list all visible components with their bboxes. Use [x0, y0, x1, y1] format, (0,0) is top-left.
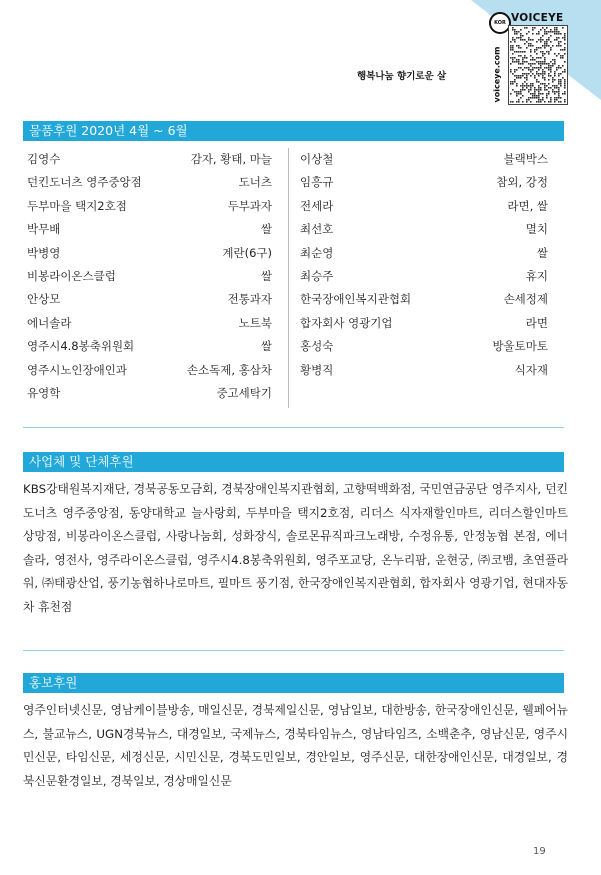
donor-row: [27, 313, 272, 333]
donor-row: [27, 172, 272, 192]
donated-item: 휴지: [525, 269, 548, 283]
donor-name: 최선호: [300, 222, 334, 237]
donor-row: [27, 289, 272, 309]
donor-name: 던킨도너츠 영주중앙점: [27, 175, 142, 190]
donated-item: 중고세탁기: [216, 386, 272, 400]
donated-item: 라면: [525, 315, 548, 330]
donor-row: [27, 243, 272, 263]
donor-name: 비봉라이온스클럽: [27, 269, 116, 283]
donor-name: 박무배: [27, 222, 61, 237]
voiceye-code: [508, 25, 568, 105]
donor-row: [300, 172, 548, 192]
donated-item: 쌀: [260, 222, 272, 237]
donor-name: 영주시노인장애인과: [27, 362, 127, 377]
donated-item: 쌀: [260, 339, 272, 354]
donor-name: 임흥규: [300, 175, 334, 190]
donor-row: [300, 149, 548, 169]
donated-item: 손소독제, 홍삼차: [186, 362, 272, 377]
donor-name: 에너솔라: [27, 315, 72, 330]
pr-donor-list: 영주인터넷신문, 영남케이블방송, 매일신문, 경북제일신문, 영남일보, 대한방송, 한국장애인신문, 웰페어뉴스, 불교뉴스, UGN경북뉴스, 대경일보, 국제뉴스, 경북타임뉴스, 영남타임즈, 소백춘추, 영남신문, 영주시민신문, 타임신문, 세정신문, 시민신문, 경북도민일보, 경안일보, 영주신문, 대한장애인신문, 대경일보, 경북신문환경일보, 경북일보, 경상매일신문: [23, 703, 568, 788]
donor-row: [300, 219, 548, 239]
business-donor-list: KBS강태원복지재단, 경북공동모금회, 경북장애인복지관협회, 고향떡백화점, 국민연금공단 영주지사, 던킨도너츠 영주중앙점, 동양대학교 늘사랑회, 두부마을 택지2호점, 리더스 식자재할인마트, 리더스할인마트 상망점, 비봉라이온스클럽, 사랑나눔회, 성화장식, 솔로몬뮤직파크노래방, 수정유통, 안정농협 본점, 에너솔라, 영전사, 영주라이온스클럽, 영주시4.8봉축위원회, 영주포교당, 온누리팜, 운현궁, ㈜코뱀, 초연플라워, ㈜태광산업, 풍기농협하나로마트, 필마트 풍기점, 한국장애인복지관협회, 합자회사 영광기업, 현대자동차 휴천점: [23, 482, 568, 614]
donor-name: 영주시4.8봉축위원회: [27, 339, 135, 354]
donated-item: 방울토마토: [492, 339, 548, 354]
column-divider: [288, 148, 289, 408]
donor-row: [27, 196, 272, 216]
page-tagline: 행복나눔 향기로운 살: [357, 71, 447, 82]
page-number: 19: [533, 846, 546, 857]
donor-name: 유영학: [27, 386, 61, 400]
voiceye-url: voiceye.com: [492, 46, 502, 103]
voiceye-code-pattern: [509, 26, 567, 104]
donor-row: [300, 360, 548, 380]
donor-row: [300, 243, 548, 263]
donated-item: 쌀: [536, 245, 548, 260]
donor-name: 두부마을 택지2호점: [27, 198, 127, 213]
section-title-goods: 물품후원 2020년 4월 ~ 6월: [23, 121, 564, 141]
donor-row: [300, 313, 548, 333]
donor-row: [27, 383, 272, 403]
donor-row: [27, 336, 272, 356]
donor-name: 황병직: [300, 362, 334, 377]
section-title-business: 사업체 및 단체후원: [23, 452, 564, 472]
kor-badge: KOR: [489, 12, 511, 34]
voiceye-logo: VOICEYE: [511, 12, 564, 24]
donor-row: [300, 336, 548, 356]
donor-name: 최순영: [300, 245, 334, 260]
donor-name: 박병영: [27, 245, 61, 260]
section-rule: [23, 650, 564, 651]
donor-name: 한국장애인복지관협회: [300, 292, 412, 307]
donor-name: 이상철: [300, 152, 334, 166]
donor-name: 합자회사 영광기업: [300, 315, 393, 330]
donor-name: 전세라: [300, 198, 334, 213]
donated-item: 손세정제: [503, 292, 548, 307]
donor-row: [300, 266, 548, 286]
donor-row: [27, 219, 272, 239]
donor-name: 안상모: [27, 292, 61, 307]
donated-item: 도너츠: [238, 175, 272, 190]
donated-item: 식자재: [514, 362, 548, 377]
donated-item: 쌀: [260, 269, 272, 283]
donor-row: [27, 149, 272, 169]
donated-item: 노트북: [238, 315, 272, 330]
section-rule: [23, 427, 564, 428]
donated-item: 두부과자: [227, 198, 272, 213]
donor-row: [300, 289, 548, 309]
donor-name: 김영수: [27, 152, 61, 166]
section-title-pr: 홍보후원: [23, 673, 564, 693]
donated-item: 멸치: [525, 222, 548, 237]
donated-item: 블랙박스: [503, 152, 548, 166]
donated-item: 감자, 황태, 마늘: [190, 152, 272, 166]
donor-row: [27, 266, 272, 286]
donor-name: 홍성숙: [300, 339, 334, 354]
donor-name: 최승주: [300, 269, 334, 283]
donated-item: 참외, 강정: [496, 175, 548, 190]
donated-item: 라면, 쌀: [507, 198, 548, 213]
donated-item: 전통과자: [227, 292, 272, 307]
donor-row: [27, 360, 272, 380]
donated-item: 계란(6구): [222, 245, 272, 260]
donor-row: [300, 196, 548, 216]
